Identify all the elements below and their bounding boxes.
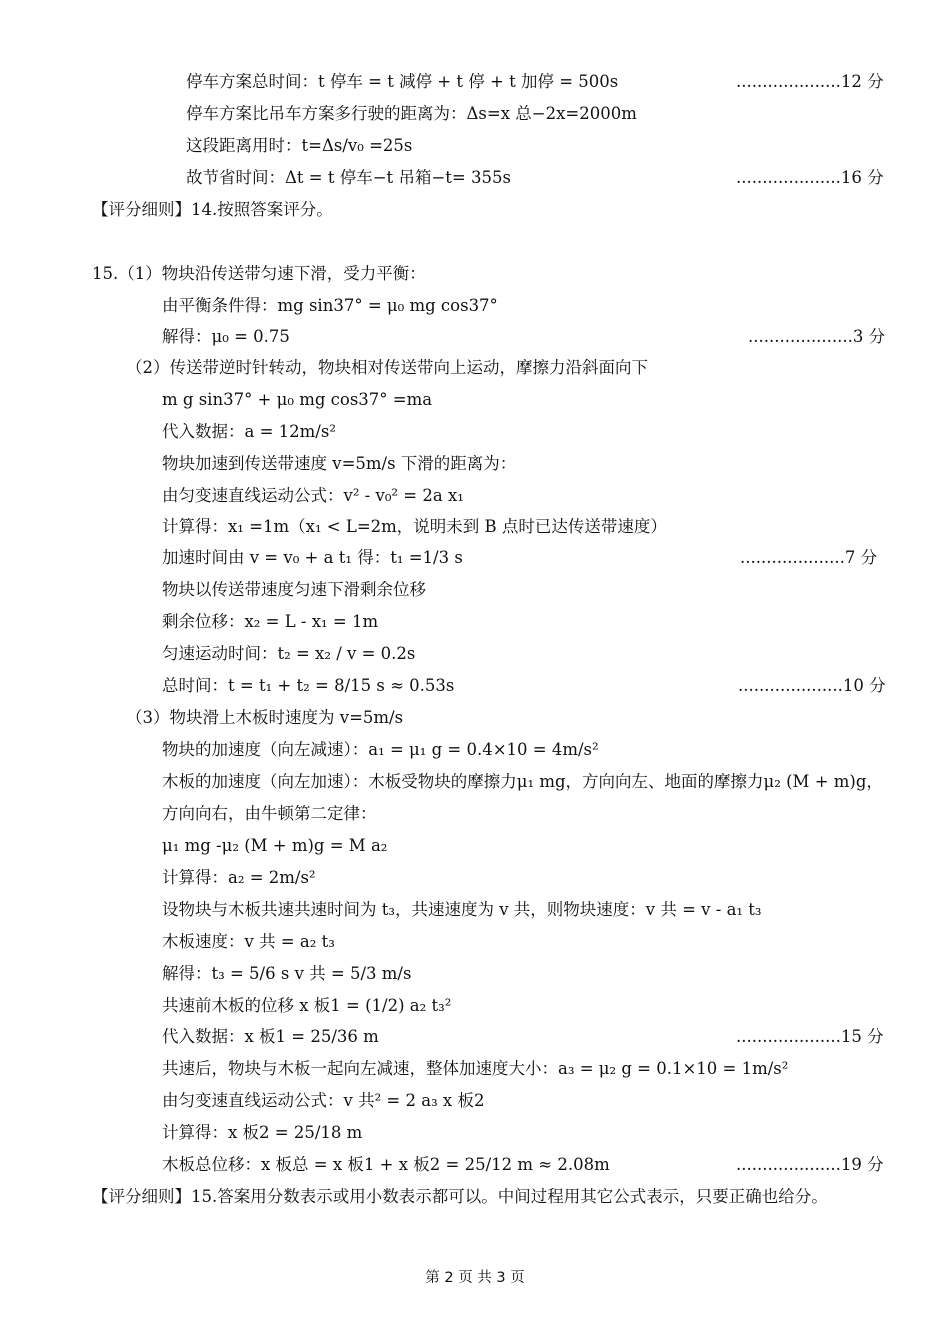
text-line: 由匀变速直线运动公式：v² - v₀² = 2a x₁	[162, 486, 464, 505]
text-line: 由匀变速直线运动公式：v 共² = 2 a₃ x 板2	[162, 1091, 485, 1110]
text-line: 木板的加速度（向左加速）：木板受物块的摩擦力μ₁ mg，方向向左、地面的摩擦力μ₂ (M + m)g，	[162, 772, 883, 791]
text-line: （3）物块滑上木板时速度为 v=5m/s	[126, 708, 404, 727]
text-line: 解得：μ₀ = 0.75	[162, 327, 290, 346]
score-mark: ....................10 分	[738, 676, 886, 695]
text-line: 木板总位移：x 板总 = x 板1 + x 板2 = 25/12 m ≈ 2.08m	[162, 1155, 610, 1174]
page-footer: 第 2 页 共 3 页	[425, 1270, 525, 1286]
score-mark: ....................15 分	[736, 1027, 884, 1046]
score-mark: ....................12 分	[736, 72, 884, 91]
text-line: 物块的加速度（向左减速）：a₁ = μ₁ g = 0.4×10 = 4m/s²	[162, 740, 599, 759]
text-line: 计算得：x 板2 = 25/18 m	[162, 1123, 363, 1142]
question-heading: 15.（1）物块沿传送带匀速下滑，受力平衡：	[92, 264, 426, 283]
text-line: 停车方案总时间：t 停车 = t 减停 + t 停 + t 加停 = 500s	[186, 72, 619, 91]
text-line: 共速前木板的位移 x 板1 = (1/2) a₂ t₃²	[162, 996, 452, 1015]
text-line: 代入数据：a = 12m/s²	[162, 422, 336, 441]
text-line: 加速时间由 v = v₀ + a t₁ 得：t₁ =1/3 s	[162, 548, 463, 567]
text-line: 由平衡条件得：mg sin37° = μ₀ mg cos37°	[162, 296, 498, 315]
score-mark: ....................16 分	[736, 168, 884, 187]
text-line: 木板速度：v 共 = a₂ t₃	[162, 932, 335, 951]
score-mark: ....................7 分	[740, 548, 878, 567]
text-line: 剩余位移：x₂ = L - x₁ = 1m	[162, 612, 379, 631]
text-line: 方向向右，由牛顿第二定律：	[162, 804, 377, 823]
score-mark: ....................19 分	[736, 1155, 884, 1174]
text-line: 代入数据：x 板1 = 25/36 m	[162, 1027, 379, 1046]
text-line: 故节省时间：Δt = t 停车−t 吊箱−t= 355s	[186, 168, 511, 187]
text-line: 计算得：x₁ =1m（x₁ < L=2m，说明未到 B 点时已达传送带速度）	[162, 517, 667, 536]
text-line: 共速后，物块与木板一起向左减速，整体加速度大小：a₃ = μ₂ g = 0.1×10 = 1m/s²	[162, 1059, 789, 1078]
text-line: 解得：t₃ = 5/6 s v 共 = 5/3 m/s	[162, 964, 412, 983]
text-line: （2）传送带逆时针转动，物块相对传送带向上运动，摩擦力沿斜面向下	[126, 358, 648, 377]
text-line: 物块加速到传送带速度 v=5m/s 下滑的距离为：	[162, 454, 517, 473]
text-line: 匀速运动时间：t₂ = x₂ / v = 0.2s	[162, 644, 416, 663]
text-line: 设物块与木板共速共速时间为 t₃，共速速度为 v 共，则物块速度：v 共 = v - a₁ t₃	[162, 900, 762, 919]
text-line: 计算得：a₂ = 2m/s²	[162, 868, 316, 887]
text-line: 总时间：t = t₁ + t₂ = 8/15 s ≈ 0.53s	[162, 676, 455, 695]
text-line: 这段距离用时：t=Δs/v₀ =25s	[186, 136, 413, 155]
grading-note: 【评分细则】14.按照答案评分。	[92, 200, 333, 219]
text-line: μ₁ mg -μ₂ (M + m)g = M a₂	[162, 836, 388, 855]
text-line: 停车方案比吊车方案多行驶的距离为：Δs=x 总−2x=2000m	[186, 104, 637, 123]
grading-note: 【评分细则】15.答案用分数表示或用小数表示都可以。中间过程用其它公式表示，只要正确也给分。	[92, 1187, 828, 1206]
score-mark: ....................3 分	[748, 327, 886, 346]
text-line: 物块以传送带速度匀速下滑剩余位移	[162, 580, 426, 599]
text-line: m g sin37° + μ₀ mg cos37° =ma	[162, 390, 433, 409]
